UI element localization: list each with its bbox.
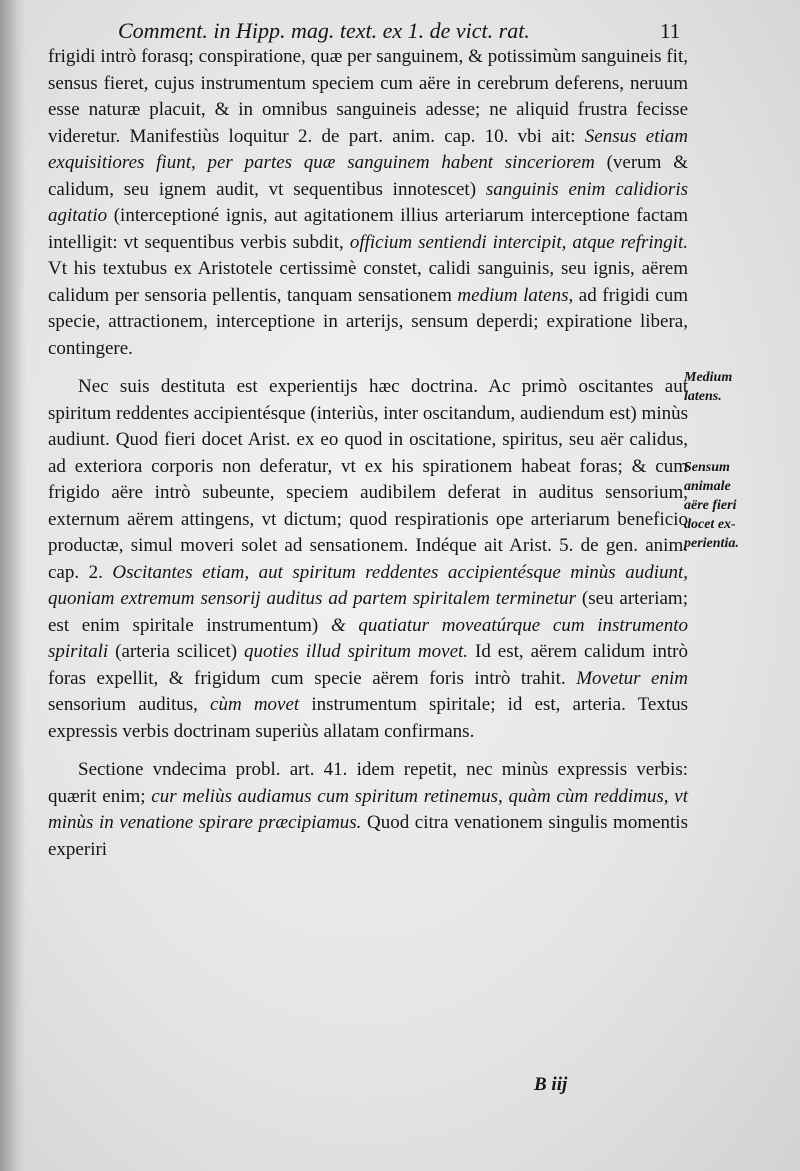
text-run: Vt his textubus ex Aristotele certissimè constet, calidi sanguinis, seu ignis, aërem calidum per sensoria pellentis, tanquam sensationem	[48, 258, 688, 306]
margin-note-line: docet ex-	[684, 517, 736, 532]
text-run: (seu arteriam; est enim spiritale instrumentum)	[48, 588, 688, 636]
margin-note-medium-latens	[684, 368, 796, 406]
text-run: (arteria scilicet)	[108, 641, 245, 662]
quotation-run: Sensus etiam exquisitiores fiunt, per partes quæ sanguinem habent sinceriorem	[48, 125, 688, 173]
quotation-run: cur meliùs audiamus cum spiritum retinemus, quàm cùm reddimus, vt minùs in venatione spirare præcipiamus.	[48, 785, 689, 833]
text-run: instrumentum spiritale; id est, arteria. Textus expressis verbis doctrinam superiùs allatam confirmans.	[48, 694, 689, 742]
quotation-run: cùm movet	[210, 694, 300, 715]
margin-note-line: animale	[684, 479, 731, 494]
margin-note-line: perientia.	[684, 536, 739, 551]
quotation-run: Oscitantes etiam, aut spiritum reddentes accipientésque minùs audiunt, quoniam extremum sensorij auditus ad partem spiritalem terminetur	[48, 561, 688, 609]
margin-note-line: Sensum	[684, 460, 730, 475]
margin-note-line: aëre fieri	[684, 498, 737, 513]
signature-mark: B iij	[534, 1074, 568, 1095]
page-gutter-shadow	[0, 0, 26, 1171]
page-number: 11	[660, 19, 681, 43]
text-run: (interceptioné ignis, aut agitationem illius arteriarum interceptione factam intelligit: vt sequentibus verbis subdit,	[48, 205, 688, 253]
running-header: Comment. in Hipp. mag. text. ex 1. de vict. rat.	[118, 18, 530, 43]
paragraph-3	[48, 757, 688, 863]
text-run: (verum & calidum, seu ignem audit, vt sequentibus innotescet)	[48, 152, 688, 200]
quotation-run: medium latens,	[457, 284, 574, 306]
quotation-run: quoties illud spiritum movet.	[244, 641, 469, 662]
text-run: Id est, aërem calidum intrò foras expellit, & frigidum cum specie aërem foris intrò trahit.	[48, 641, 688, 689]
main-text	[48, 44, 688, 1114]
text-run: Nec suis destituta est experientijs hæc doctrina. Ac primò oscitantes aut spiritum reddentes accipientésque (interiùs, inter oscitandum, audiendum est) minùs audiunt. Quod fieri docet Arist. ex eo quod in oscitatione, spiritus, seu aër calidus, ad exteriora corporis non deferatur, vt ex his spirationem habeat foras; & cum frigido aëre intrò subeunte, speciem audibilem deferat in auditus sensorium, externum aërem attingens, vt dictum; quod respirationis ope arteriarum beneficio productæ, simul moveri solet ad sensationem. Indéque ait Arist. 5. de gen. anim. cap. 2.	[48, 376, 688, 583]
quotation-run: & quatiatur moveatúrque cum instrumento spiritali	[48, 614, 688, 662]
quotation-run: Movetur enim	[576, 667, 688, 689]
margin-notes	[684, 368, 796, 628]
text-run: Quod citra venationem singulis momentis experiri	[48, 812, 688, 860]
text-run: ad frigidi cum specie, attractionem, interceptione in arterijs, sensum deperdi; expiratione libera, contingere.	[48, 284, 688, 359]
margin-note-line: Medium	[684, 370, 733, 385]
text-run: frigidi intrò forasq; conspiratione, quæ per sanguinem, & potissimùm sanguineis fit, sensus fieret, cujus instrumentum speciem cum aëre in cerebrum deferens, neruum esse naturæ placuit, & in omnibus sanguineis adesse; ne aliquid frustra fecisse videretur. Manifestiùs loquitur 2. de part. anim. cap. 10. vbi ait:	[48, 46, 688, 147]
paragraph-1	[48, 44, 688, 362]
text-run: sensorium auditus,	[48, 694, 211, 715]
margin-note-sensum	[684, 458, 796, 553]
margin-note-line: latens.	[684, 389, 722, 404]
text-run: Sectione vndecima probl. art. 41. idem repetit, nec minùs expressis verbis: quærit enim;	[48, 759, 688, 807]
quotation-run: officium sentiendi intercipit, atque refringit.	[349, 231, 688, 253]
quotation-run: sanguinis enim calidioris agitatio	[48, 178, 689, 226]
paragraph-2	[48, 374, 688, 745]
